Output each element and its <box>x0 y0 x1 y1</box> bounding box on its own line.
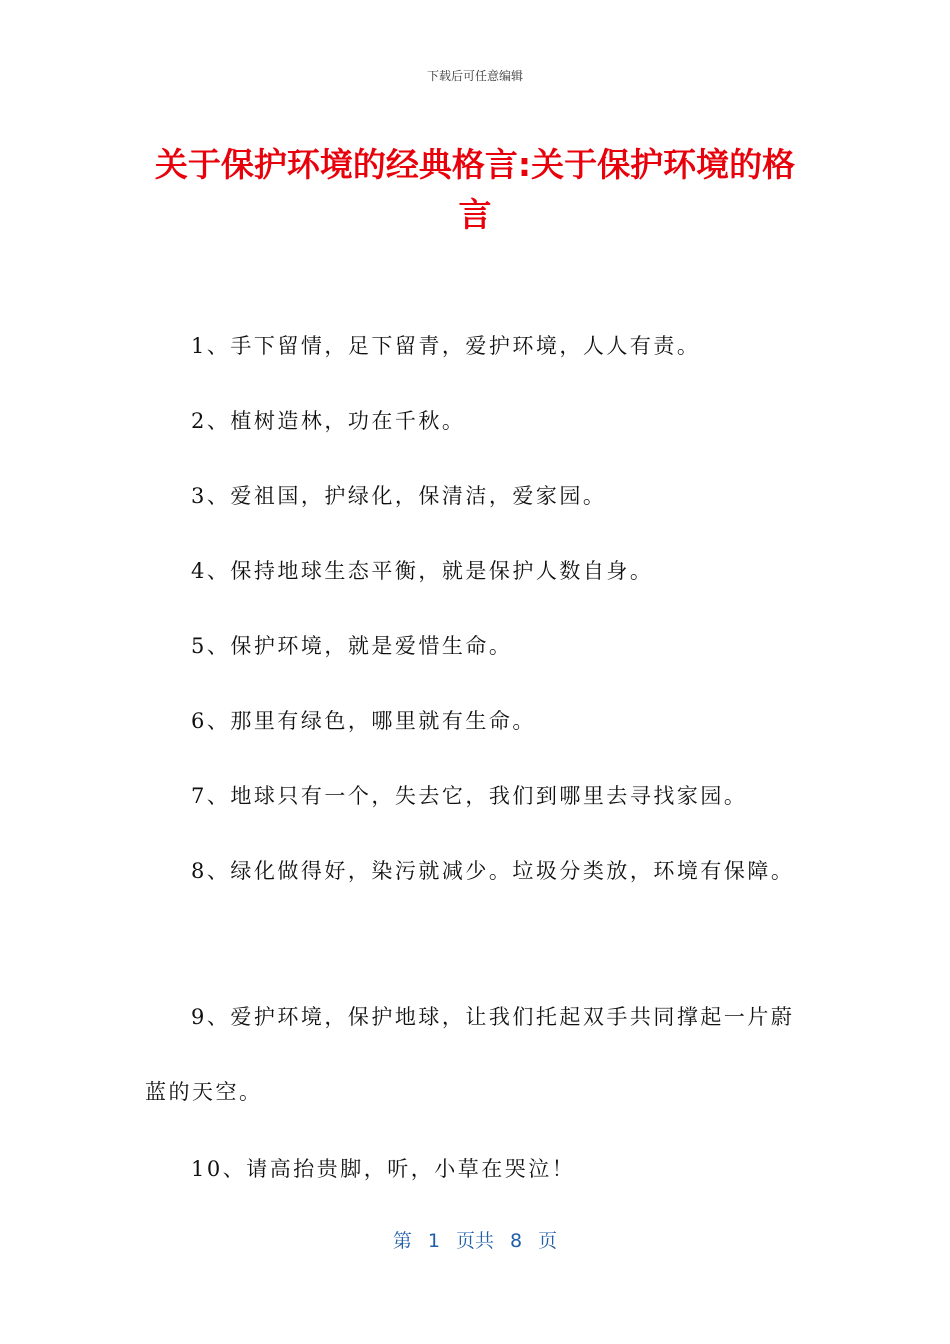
page-header-note: 下载后可任意编辑 <box>426 69 523 83</box>
list-item: 2、植树造林，功在千秋。 <box>191 409 466 433</box>
list-item: 4、保持地球生态平衡，就是保护人数自身。 <box>191 559 654 583</box>
list-item: 1、手下留情，足下留青，爱护环境，人人有责。 <box>191 334 701 358</box>
list-item: 8、绿化做得好，染污就减少。垃圾分类放，环境有保障。 <box>191 859 795 883</box>
list-item: 9、爱护环境，保护地球，让我们托起双手共同撑起一片蔚蓝的天空。 <box>145 1005 795 1104</box>
list-item: 6、那里有绿色，哪里就有生命。 <box>191 709 536 733</box>
list-item: 7、地球只有一个，失去它，我们到哪里去寻找家园。 <box>191 784 748 808</box>
document-title: 关于保护环境的经典格言:关于保护环境的格言 <box>154 145 796 234</box>
page-number: 第 1 页共 8 页 <box>392 1230 558 1252</box>
list-item: 5、保护环境，就是爱惜生命。 <box>191 634 513 658</box>
list-item: 3、爱祖国，护绿化，保清洁，爱家园。 <box>191 484 607 508</box>
list-item: 10、请高抬贵脚，听，小草在哭泣！ <box>191 1157 576 1181</box>
